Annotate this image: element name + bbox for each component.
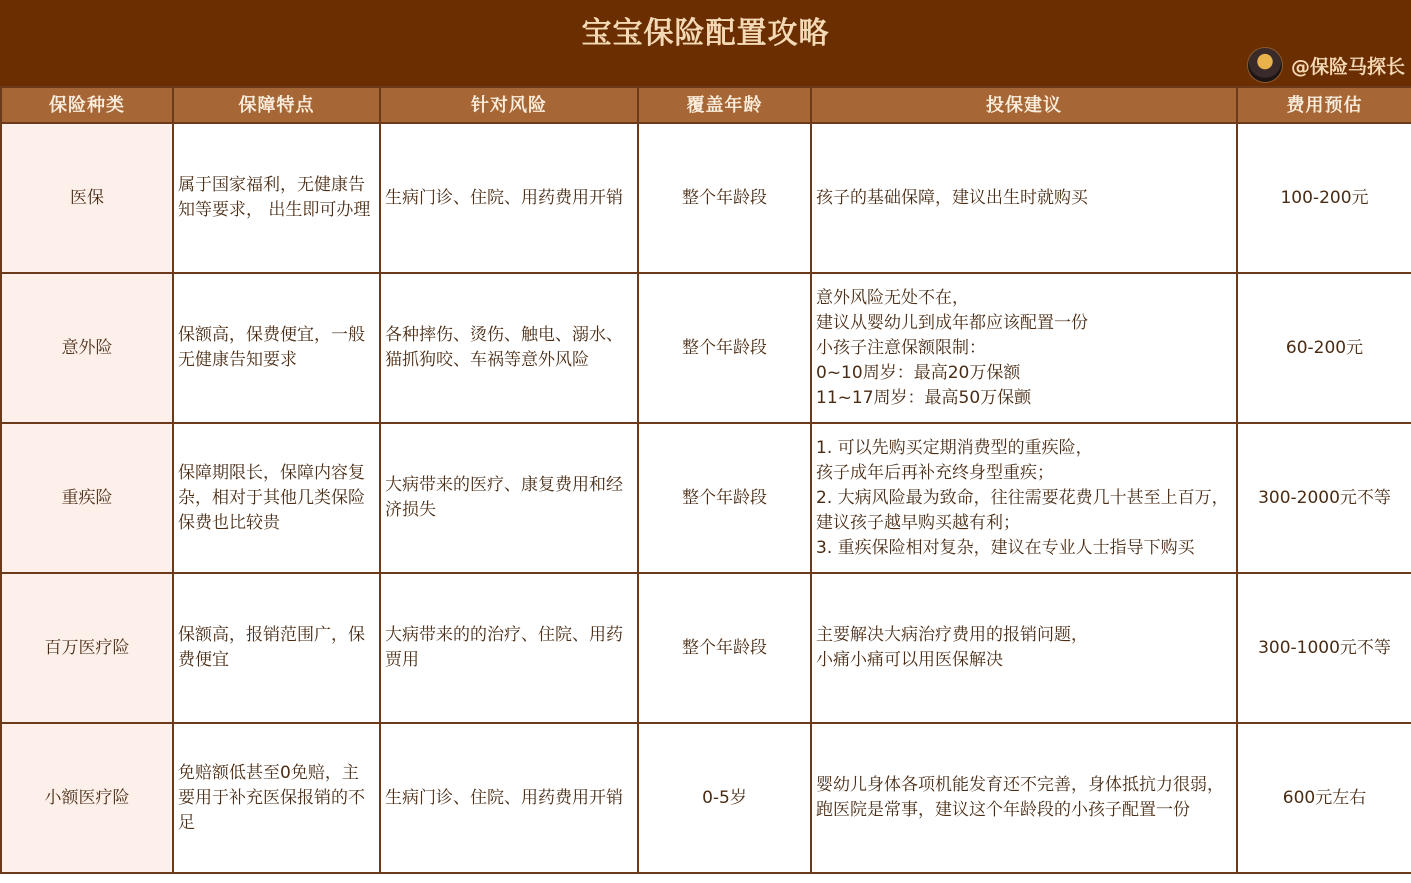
column-header: 针对风险 [380, 87, 638, 123]
risk-cell: 大病带来的医疗、康复费用和经济损失 [380, 423, 638, 573]
author-name: @保险马探长 [1290, 55, 1405, 78]
column-header: 保障特点 [173, 87, 380, 123]
page-title: 宝宝保险配置攻略 [581, 16, 830, 51]
column-header: 投保建议 [811, 87, 1237, 123]
risk-cell: 大病带来的的治疗、住院、用药贾用 [380, 573, 638, 723]
title-bar [0, 0, 1411, 86]
cost-cell: 300-1000元不等 [1237, 573, 1411, 723]
age-cell: 0-5岁 [638, 723, 811, 873]
feature-cell: 免赔额低甚至0免赔，主要用于补充医保报销的不足 [173, 723, 380, 873]
advice-cell: 主要解决大病治疗费用的报销问题， 小痛小痛可以用医保解决 [811, 573, 1237, 723]
feature-cell: 保额高，保费便宜，一般无健康告知要求 [173, 273, 380, 423]
avatar-icon [1247, 47, 1283, 83]
advice-cell: 1. 可以先购买定期消费型的重疾险， 孩子成年后再补充终身型重疾； 2. 大病风险最为致命，往往需要花费几十甚至上百万，建议孩子越早购买越有利； 3. 重疾保险相对复杂，建议在专业人士指导下购买 [811, 423, 1237, 573]
age-cell: 整个年龄段 [638, 573, 811, 723]
feature-cell: 属于国家福利，无健康告知等要求， 出生即可办理 [173, 123, 380, 273]
risk-cell: 生病门诊、住院、用药费用开销 [380, 123, 638, 273]
author-badge [1247, 46, 1405, 84]
age-cell: 整个年龄段 [638, 423, 811, 573]
table-row [1, 123, 1411, 273]
table-row [1, 573, 1411, 723]
table-row [1, 423, 1411, 573]
insurance-table [0, 86, 1411, 874]
cost-cell: 600元左右 [1237, 723, 1411, 873]
age-cell: 整个年龄段 [638, 273, 811, 423]
column-header: 覆盖年龄 [638, 87, 811, 123]
column-header: 保险种类 [1, 87, 173, 123]
risk-cell: 生病门诊、住院、用药费用开销 [380, 723, 638, 873]
insurance-type-cell: 重疾险 [1, 423, 173, 573]
cost-cell: 300-2000元不等 [1237, 423, 1411, 573]
advice-cell: 孩子的基础保障，建议出生时就购买 [811, 123, 1237, 273]
cost-cell: 60-200元 [1237, 273, 1411, 423]
insurance-type-cell: 百万医疗险 [1, 573, 173, 723]
feature-cell: 保额高，报销范围广，保费便宜 [173, 573, 380, 723]
insurance-type-cell: 小额医疗险 [1, 723, 173, 873]
column-header: 费用预估 [1237, 87, 1411, 123]
risk-cell: 各种摔伤、烫伤、触电、溺水、猫抓狗咬、车祸等意外风险 [380, 273, 638, 423]
table-row [1, 723, 1411, 873]
table-header-row [1, 87, 1411, 123]
advice-cell: 意外风险无处不在， 建议从婴幼儿到成年都应该配置一份 小孩子注意保额限制： 0~10周岁：最高20万保额 11~17周岁：最高50万保颤 [811, 273, 1237, 423]
advice-cell: 婴幼儿身体各项机能发育还不完善，身体抵抗力很弱， 跑医院是常事，建议这个年龄段的小孩子配置一份 [811, 723, 1237, 873]
cost-cell: 100-200元 [1237, 123, 1411, 273]
age-cell: 整个年龄段 [638, 123, 811, 273]
insurance-type-cell: 意外险 [1, 273, 173, 423]
insurance-type-cell: 医保 [1, 123, 173, 273]
feature-cell: 保障期限长，保障内容复杂，相对于其他几类保险保费也比较贵 [173, 423, 380, 573]
table-row [1, 273, 1411, 423]
